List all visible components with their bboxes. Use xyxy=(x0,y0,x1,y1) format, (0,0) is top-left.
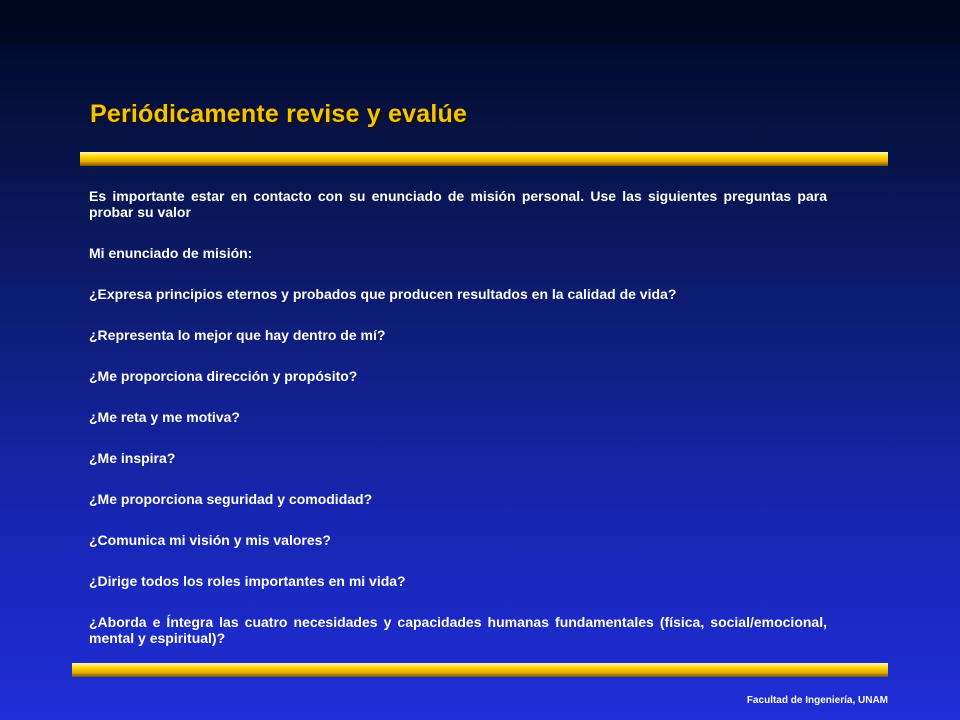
question-item: ¿Dirige todos los roles importantes en mi vida? xyxy=(89,573,406,589)
question-item: ¿Representa lo mejor que hay dentro de mí? xyxy=(89,327,386,343)
bottom-divider-bar xyxy=(72,663,888,677)
question-item: ¿Me inspira? xyxy=(89,450,176,466)
question-item: ¿Me reta y me motiva? xyxy=(89,409,240,425)
question-item: ¿Comunica mi visión y mis valores? xyxy=(89,532,331,548)
top-band xyxy=(0,0,960,44)
slide-content xyxy=(89,188,827,646)
question-item: ¿Expresa principios eternos y probados que producen resultados en la calidad de vida? xyxy=(89,286,677,302)
question-item: ¿Me proporciona seguridad y comodidad? xyxy=(89,491,373,507)
question-item: ¿Me proporciona dirección y propósito? xyxy=(89,368,358,384)
footer-institution: Facultad de Ingeniería, UNAM xyxy=(746,695,888,706)
intro-text: Es importante estar en contacto con su enunciado de misión personal. Use las siguientes preguntas para probar su valor xyxy=(89,188,827,220)
slide-title: Periódicamente revise y evalúe xyxy=(90,100,468,128)
mission-subheading: Mi enunciado de misión: xyxy=(89,245,253,261)
question-item: ¿Aborda e Íntegra las cuatro necesidades y capacidades humanas fundamentales (física, social/emocional, mental y espiritual)? xyxy=(89,614,827,646)
top-divider-bar xyxy=(80,152,888,166)
